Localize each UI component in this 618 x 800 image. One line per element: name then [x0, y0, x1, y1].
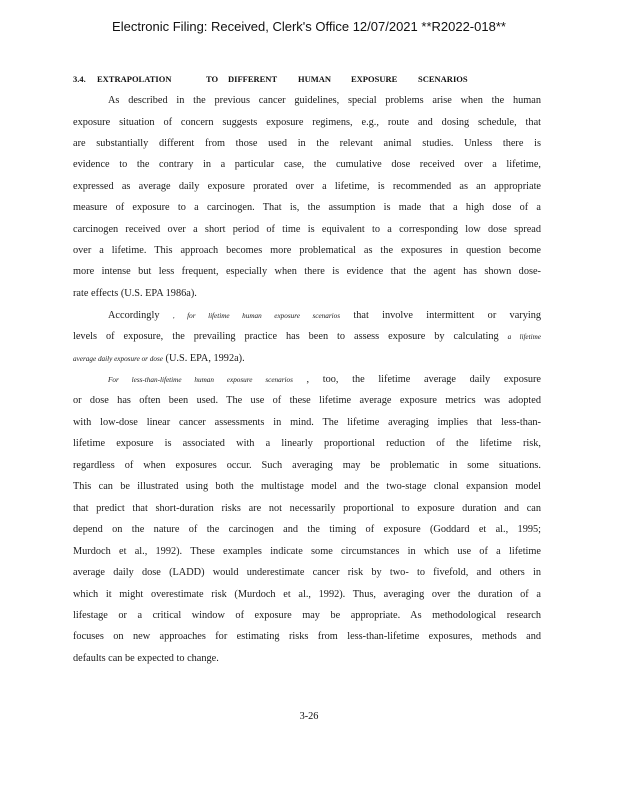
electronic-filing-header: Electronic Filing: Received, Clerk's Office 12/07/2021 **R2022-018** [112, 19, 506, 34]
body-text-line: are substantially different from those used in the relevant animal studies. Unless there is [73, 138, 541, 149]
body-text-line: with low-dose linear cancer assessments in mind. The lifetime averaging implies that less-than- [73, 417, 541, 428]
body-text-line: average daily dose (LADD) would underestimate cancer risk by two- to fivefold, and others in [73, 567, 541, 578]
page-number: 3-26 [299, 711, 319, 722]
body-text-line: Murdoch et al., 1992). These examples indicate some circumstances in which use of a lifetime [73, 546, 541, 557]
body-text-line: that predict that short-duration risks are not necessarily proportional to exposure duration and can [73, 503, 541, 514]
italic-phrase: For less-than-lifetime human exposure scenarios [108, 376, 293, 384]
body-text-line: rate effects (U.S. EPA 1986a). [73, 288, 197, 299]
body-text-line [108, 374, 541, 386]
body-text-line [73, 331, 541, 343]
heading-word: SCENARIOS [418, 74, 468, 84]
body-text-line: exposure situation of concern suggests exposure regimens, e.g., route and dosing schedule, that [73, 117, 541, 128]
text-run: levels of exposure, the prevailing practice has been to assess exposure by calculating [73, 331, 499, 342]
body-text-line: expressed as average daily exposure prorated over a lifetime, is recommended as an appropriate [73, 181, 541, 192]
body-text-line: regardless of when exposures occur. Such averaging may be problematic in some situations. [73, 460, 541, 471]
body-text-line: which it might overestimate risk (Murdoch et al., 1992). Thus, averaging over the duration of a [73, 589, 541, 600]
body-text-line: lifetime exposure is associated with a linearly proportional reduction of the lifetime risk, [73, 438, 541, 449]
body-text-line: focuses on new approaches for estimating risks from less-than-lifetime exposures, methods and [73, 631, 541, 642]
heading-word: HUMAN [298, 74, 332, 84]
body-text-line: more intense but less frequent, especially when there is evidence that the agent has shown dose- [73, 266, 541, 277]
italic-phrase: average daily exposure or dose [73, 355, 163, 363]
body-text-line: evidence to the contrary in a particular case, the cumulative dose received over a lifetime, [73, 159, 541, 170]
body-text-line [73, 353, 541, 365]
heading-word: TO [206, 74, 219, 84]
body-text-line: carcinogen received over a short period of time is equivalent to a corresponding low dose spread [73, 224, 541, 235]
text-run: (U.S. EPA, 1992a). [165, 353, 245, 364]
text-run: , too, the lifetime average daily exposure [306, 374, 542, 385]
italic-phrase: , for lifetime human exposure scenarios [172, 312, 341, 320]
heading-word: DIFFERENT [228, 74, 278, 84]
text-run: that involve intermittent or varying [353, 310, 542, 321]
body-text-line: lifestage or a critical window of exposure may be appropriate. As methodological research [73, 610, 541, 621]
body-text-line: As described in the previous cancer guidelines, special problems arise when the human [108, 95, 541, 106]
heading-word: EXTRAPOLATION [97, 74, 172, 84]
body-text-line: measure of exposure to a carcinogen. That is, the assumption is made that a high dose of a [73, 202, 541, 213]
text-run: Accordingly [108, 310, 160, 321]
body-text-line: over a lifetime. This approach becomes more problematical as the exposures in question become [73, 245, 541, 256]
body-text-line [108, 310, 541, 322]
body-text-line: defaults can be expected to change. [73, 653, 219, 664]
body-text-line: depend on the nature of the carcinogen and the timing of exposure (Goddard et al., 1995; [73, 524, 541, 535]
body-text-line: or dose has often been used. The use of these lifetime average exposure metrics was adopted [73, 395, 541, 406]
italic-phrase: a lifetime [507, 333, 541, 341]
heading-word: EXPOSURE [351, 74, 398, 84]
section-number: 3.4. [73, 74, 86, 84]
body-text-line: This can be illustrated using both the multistage model and the two-stage clonal expansion model [73, 481, 541, 492]
